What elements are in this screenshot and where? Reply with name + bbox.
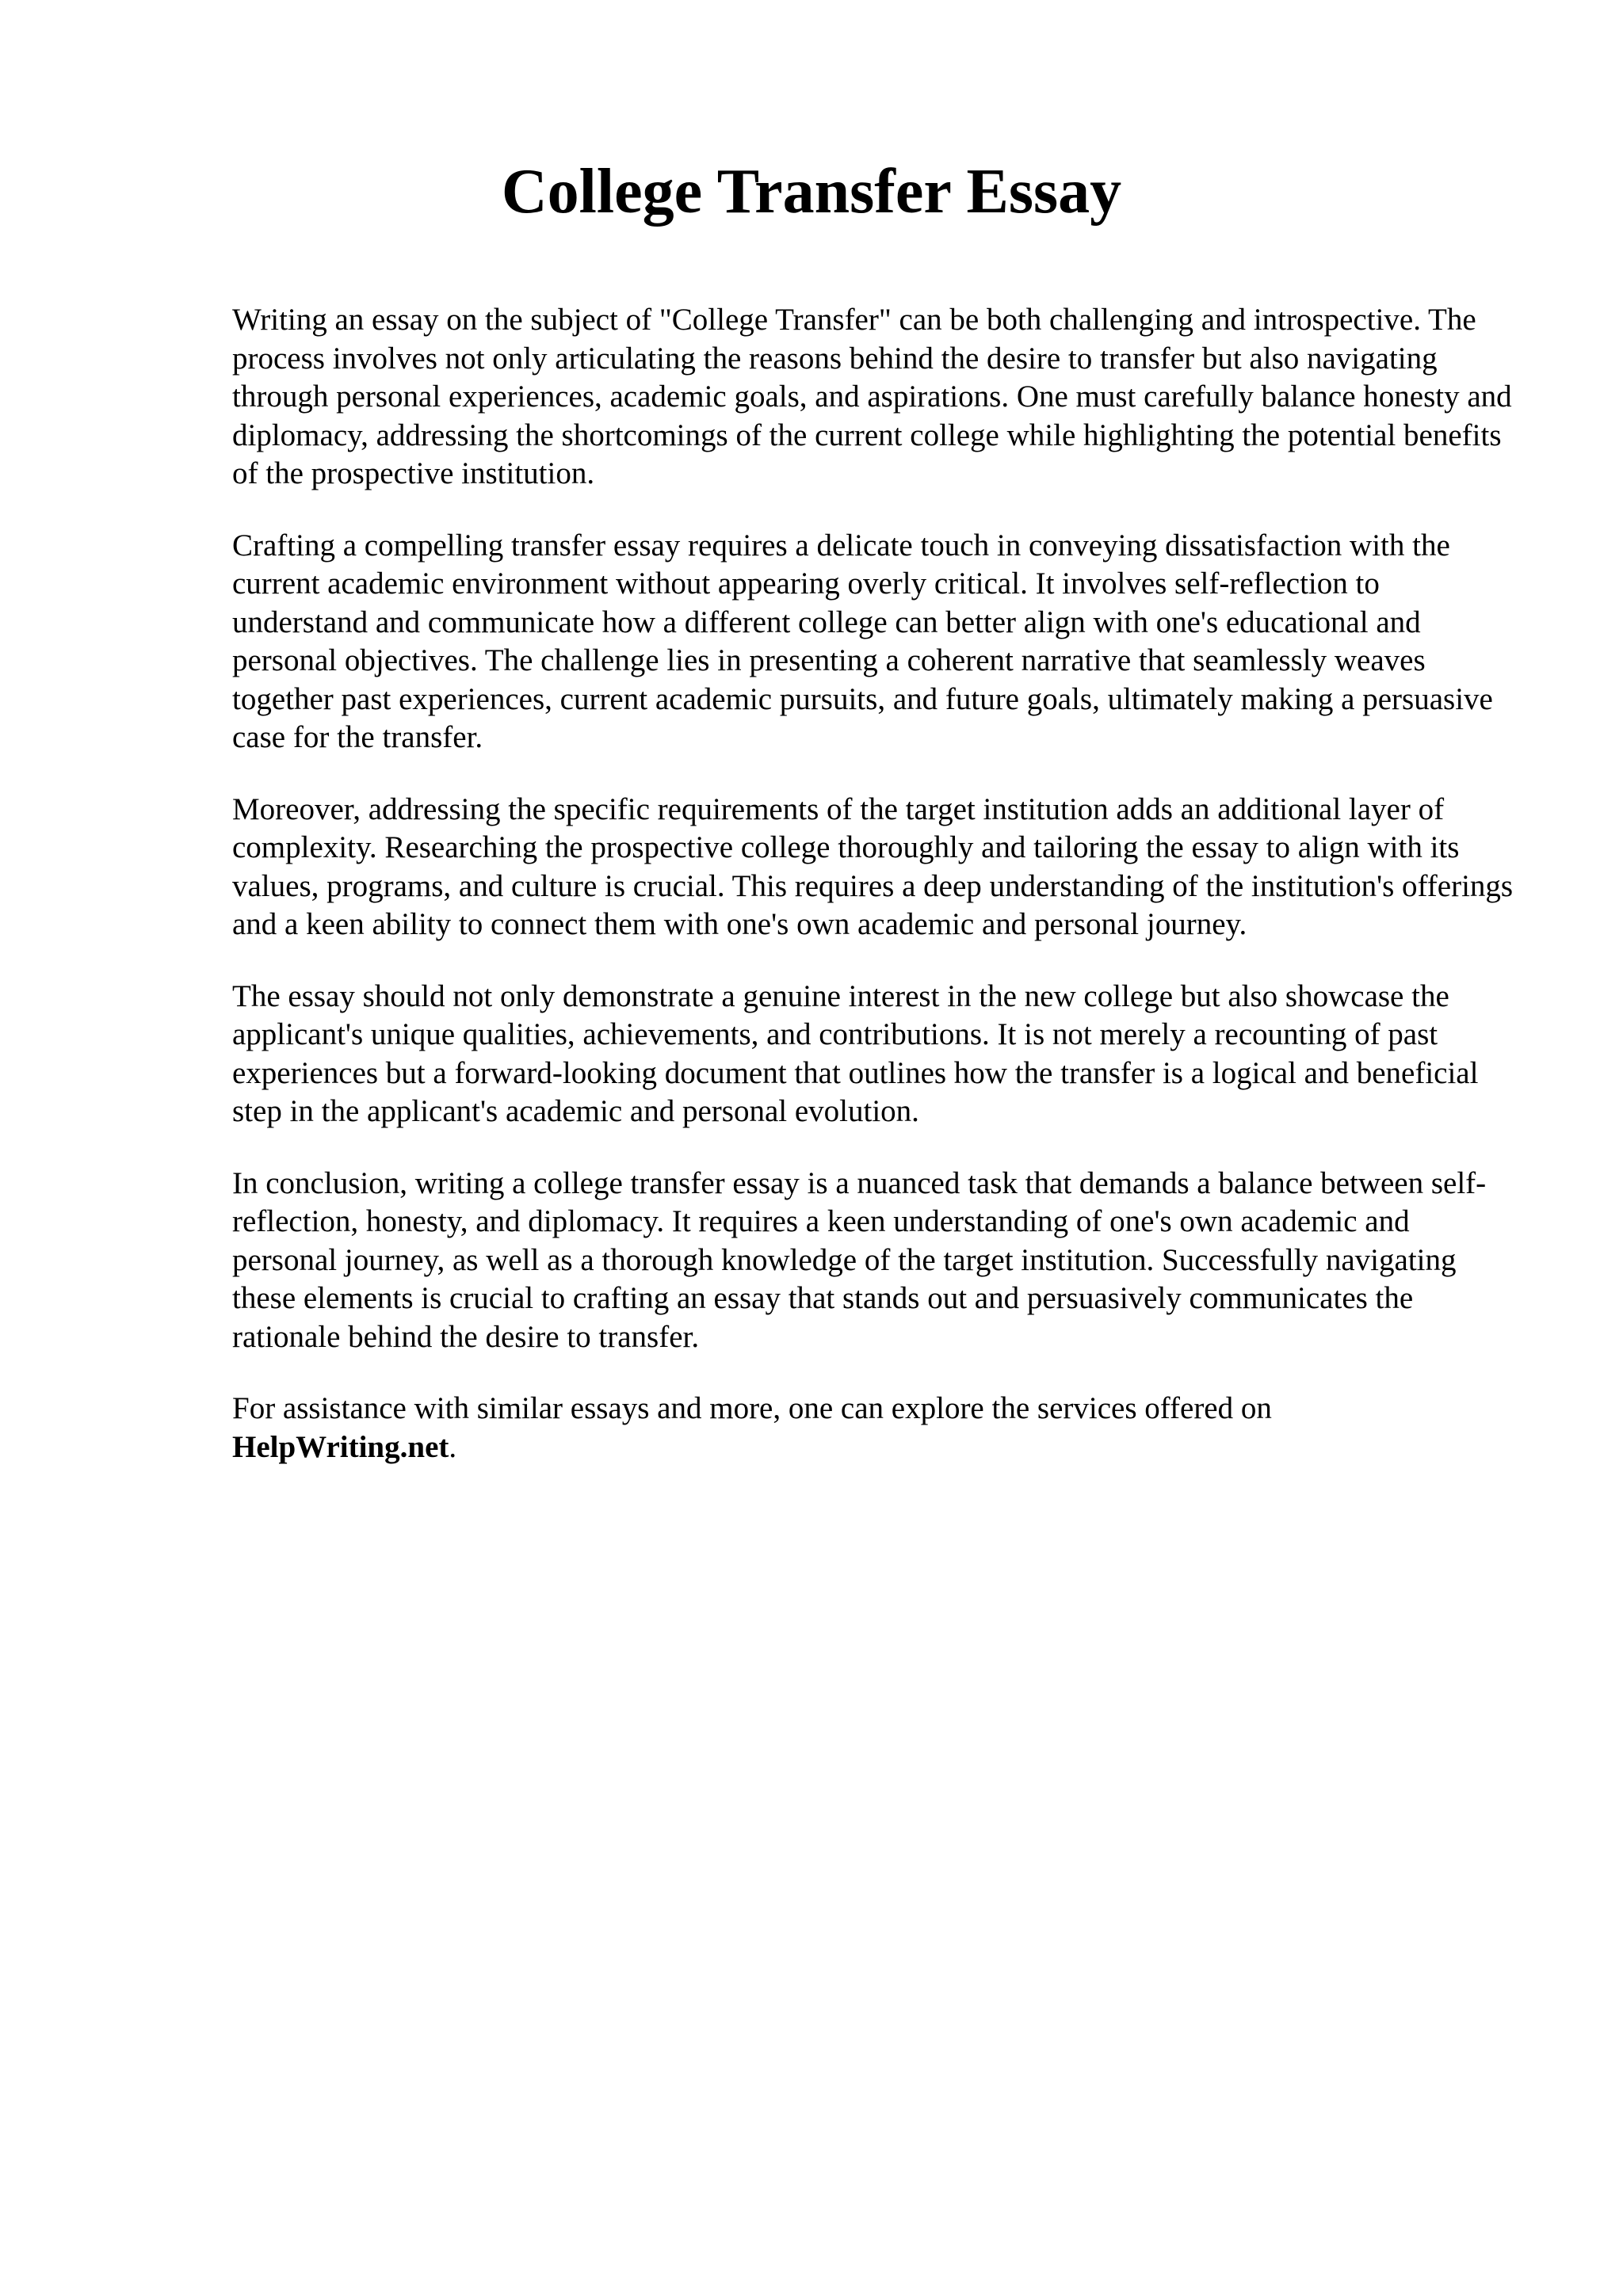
paragraph-5: In conclusion, writing a college transfer essay is a nuanced task that demands a balance between self-reflection, honesty, and diplomacy. It requires a keen understanding of one's own academic and personal journey, as well as a thorough knowledge of the target institution. Successfully navigating these elements is crucial to crafting an essay that stands out and persuasively communicates the rationale behind the desire to transfer. <box>232 1165 1487 1354</box>
paragraph-1: Writing an essay on the subject of "College Transfer" can be both challenging and introspective. The process involves not only articulating the reasons behind the desire to transfer but also navigating through personal experiences, academic goals, and aspirations. One must carefully balance honesty and diplomacy, addressing the shortcomings of the current college while highlighting the potential benefits of the prospective institution. <box>232 303 1512 490</box>
paragraph-3: Moreover, addressing the specific requirements of the target institution adds an additional layer of complexity. Researching the prospective college thoroughly and tailoring the essay to align with its values, programs, and culture is crucial. This requires a deep understanding of the institution's offerings and a keen ability to connect them with one's own academic and personal journey. <box>232 791 1514 941</box>
paragraph-4: The essay should not only demonstrate a genuine interest in the new college but also showcase the applicant's unique qualities, achievements, and contributions. It is not merely a recounting of past experiences but a forward-looking document that outlines how the transfer is a logical and beneficial step in the applicant's academic and personal evolution. <box>232 978 1479 1128</box>
page-title: College Transfer Essay <box>501 157 1122 227</box>
footer-paragraph <box>232 1390 1516 1466</box>
footer-period: . <box>449 1429 457 1464</box>
brand-link[interactable]: HelpWriting.net <box>232 1429 449 1464</box>
footer-text: For assistance with similar essays and more, one can explore the services offered on <box>232 1391 1272 1425</box>
paragraph-2: Crafting a compelling transfer essay requires a delicate touch in conveying dissatisfaction with the current academic environment without appearing overly critical. It involves self-reflection to understand and communicate how a different college can better align with one's educational and personal objectives. The challenge lies in presenting a coherent narrative that seamlessly weaves together past experiences, current academic pursuits, and future goals, ultimately making a persuasive case for the transfer. <box>232 528 1493 754</box>
essay-body <box>232 301 1516 1500</box>
